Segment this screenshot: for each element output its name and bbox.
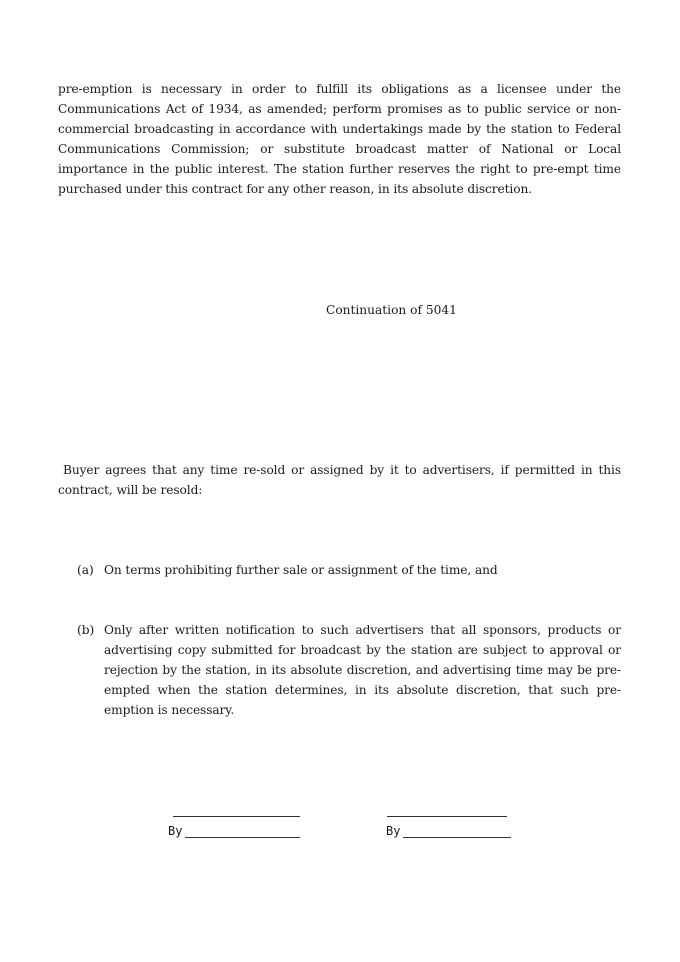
- by-label-right: By: [386, 824, 401, 838]
- list-text-a: On terms prohibiting further sale or assignment of the time, and: [104, 563, 498, 577]
- list-text-b: Only after written notification to such advertisers that all sponsors, products or advertising copy submitted for broadcast by the station are subject to approval or rejection by the station, in its absolute discretion, and advertising time may be pre-empted when the station determines, in its absolute discretion, that such pre-emption is necessary.: [104, 623, 621, 717]
- signature-by-right: [386, 824, 400, 838]
- by-underline-right[interactable]: [403, 837, 511, 838]
- list-item-b: [77, 620, 621, 720]
- preemption-paragraph: pre-emption is necessary in order to fulfill its obligations as a licensee under the Communications Act of 1934, as amended; perform promises as to public service or non-commercial broadcasting in accordance with undertakings made by the station to Federal Communications Commission; or substitute broadcast matter of National or Local importance in the public interest. The station further reserves the right to pre-empt time purchased under this contract for any other reason, in its absolute discretion.: [58, 82, 621, 196]
- signature-line-left[interactable]: [173, 816, 300, 817]
- list-marker-a: (a): [77, 563, 94, 577]
- by-label-left: By: [168, 824, 183, 838]
- list-item-a: [77, 560, 621, 580]
- signature-line-right[interactable]: [387, 816, 507, 817]
- list-marker-b: (b): [77, 623, 95, 637]
- signature-by-left: [168, 824, 182, 838]
- by-underline-left[interactable]: [185, 837, 300, 838]
- continuation-heading: Continuation of 5041: [326, 303, 457, 317]
- buyer-agreement-paragraph: Buyer agrees that any time re-sold or assigned by it to advertisers, if permitted in this contract, will be resold:: [58, 463, 621, 497]
